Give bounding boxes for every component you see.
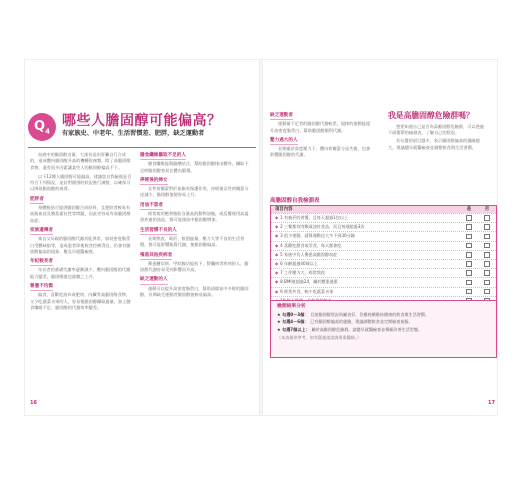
checklist-item: [271, 288, 460, 296]
checklist-item: [271, 269, 460, 277]
checkbox-no[interactable]: [484, 280, 490, 286]
checklist-item-text: 3 很少運動，就算運動也大多不到30分鐘: [280, 233, 355, 239]
diamond-bullet-icon: ◆: [275, 270, 279, 276]
section-heading: 用油不當者: [140, 203, 163, 210]
body-paragraph: 運動可以提升高密度脂蛋白，幫助清除血中多餘的膽固醇，長期缺乏運動者膽固醇值較易偏高。: [140, 285, 249, 298]
diamond-bullet-icon: ◆: [275, 233, 279, 239]
diamond-bullet-icon: ◆: [275, 251, 279, 257]
checkbox-yes[interactable]: [466, 261, 472, 267]
result-text: 目前膽固醇狀況尚屬良好，仍應持續維持健康的飲食與生活習慣。: [310, 312, 429, 318]
checklist-item-text: 8 BMI值超過24，屬於體重過重: [280, 279, 338, 285]
result-item: [277, 312, 490, 318]
checkbox-cell-yes: [460, 242, 478, 250]
body-paragraph: 長期處於高度壓力下，體內荷爾蒙分泌失衡，也會影響膽固醇的代謝。: [270, 146, 371, 158]
section-heading: 生活習慣不良的人: [140, 228, 177, 235]
result-item: [277, 319, 490, 325]
result-box: [270, 300, 497, 358]
checklist-item-text: 5 家族中有人罹患高膽固醇血症: [280, 251, 338, 257]
checklist-row: [271, 277, 496, 286]
body-paragraph: 年長者的基礎代謝率逐漸減少，體內膽固醇的代謝能力變差，膽固醇值也就隨之上升。: [30, 267, 131, 279]
checklist-row: [271, 259, 496, 268]
section-heading: 營養不均衡: [30, 284, 53, 291]
checklist-row: [271, 222, 496, 231]
risk-intro-para: 若勾選的項目越多，表示膽固醇偏高的風險越大，建議儘早就醫檢查並調整飲食與生活習慣。: [388, 138, 480, 150]
checkbox-yes[interactable]: [466, 280, 472, 286]
checkbox-cell-yes: [460, 214, 478, 222]
header-no: 否: [484, 207, 490, 212]
checkbox-yes[interactable]: [466, 270, 472, 276]
section-heading: 家族遺傳者: [30, 228, 53, 235]
checkbox-cell-no: [478, 251, 496, 259]
section-heading: 停經後的婦女: [140, 178, 168, 185]
checkbox-yes[interactable]: [466, 252, 472, 258]
checkbox-cell-yes: [460, 260, 478, 268]
checkbox-cell-no: [478, 288, 496, 296]
left-column-1: [30, 152, 134, 314]
checklist-item: [271, 260, 460, 268]
result-note: （本表僅供參考，如有疑慮請諮詢專業醫師。）: [277, 334, 361, 340]
checkbox-no[interactable]: [484, 289, 490, 295]
checklist-item: [271, 232, 460, 240]
checkbox-cell-yes: [460, 223, 478, 231]
diamond-bullet-icon: ◆: [275, 260, 279, 266]
diamond-bullet-icon: ◆: [275, 242, 279, 248]
checkbox-cell-no: [478, 269, 496, 277]
checkbox-yes[interactable]: [466, 243, 472, 249]
checkbox-cell-no: [478, 223, 496, 231]
result-label: ★ 勾選7個以上：: [277, 326, 310, 332]
left-column-2: [140, 152, 252, 301]
checklist-item-text: 2 三餐都有肉類或油炸食品，而且每週超過3次: [280, 224, 365, 230]
page-number-left: 16: [30, 400, 37, 406]
result-title: 檢測結果分析: [277, 304, 306, 309]
checklist-item: [271, 214, 460, 222]
checkbox-no[interactable]: [484, 243, 490, 249]
section-heading: 膳食纖維攝取不足的人: [140, 153, 186, 160]
checklist-item: [271, 278, 460, 286]
checkbox-cell-no: [478, 232, 496, 240]
page-gutter: [259, 60, 263, 415]
checklist-row: [271, 213, 496, 222]
checklist-item: [271, 242, 460, 250]
title-divider: [28, 147, 256, 148]
diamond-bullet-icon: ◆: [275, 215, 279, 220]
section-heading: 缺乏運動的人: [140, 277, 168, 284]
result-text: 屬於高膽固醇危險群，請儘早就醫檢查並積極改善生活型態。: [311, 326, 423, 332]
section-heading: 罹患其他疾病者: [140, 253, 172, 260]
checkbox-cell-no: [478, 214, 496, 222]
body-paragraph: 來自父母親的膽固醇代謝功能異常，如低密度脂蛋白受體缺陷等，造成患者即使飲食控制得宜，仍會有膽固醇偏高的現象，應及早就醫檢查。: [30, 236, 131, 254]
risk-intro-para: 想要知道自己是否為高膽固醇危險群，可以透過下面簡單的檢測表，了解自己的狀況。: [388, 124, 484, 136]
body-paragraph: 經常使用飽和脂肪含量高的動物油脂，或反覆使用高溫油炸過的油品，都可能使血中膽固醇增加。: [140, 211, 249, 223]
checklist-title: 高膽固醇自我檢測表: [270, 198, 320, 204]
checkbox-cell-yes: [460, 288, 478, 296]
section-heading: 缺乏運動者: [270, 113, 293, 120]
result-label: ★ 勾選0～3個：: [277, 312, 309, 318]
body-paragraph: 運動量不足者的膽固醇代謝較差，規律的運動能提升高密度脂蛋白，幫助膽固醇順利代謝。: [270, 121, 371, 133]
body-paragraph: 偏食、喜歡吃油炸或肥肉、內臟等高膽固醇食物，又少吃蔬菜水果的人，容易使膽固醇攝取過量，加上膳食纖維不足，膽固醇的代謝效率變差。: [30, 292, 131, 310]
section-heading: 肥胖者: [30, 197, 44, 204]
checklist-item-text: 1 有抽菸的習慣，且每天超過1包以上: [280, 215, 349, 220]
checkbox-yes[interactable]: [466, 289, 472, 295]
checklist-item-text: 7 工作壓力大，經常熬夜: [280, 270, 325, 276]
body-paragraph: 罹患糖尿病、甲狀腺功能低下、腎臟病等疾病的人，膽固醇代謝容易受到影響而升高。: [140, 260, 249, 273]
body-paragraph: 以下12種人膽固醇可能偏高，建議您自我檢視是否符合下列情況，並針對個別的狀況進行調整，以確保可以降低膽固醇的威脅。: [30, 173, 132, 192]
diamond-bullet-icon: ◆: [275, 288, 279, 294]
checkbox-no[interactable]: [484, 234, 490, 240]
checklist-row: [271, 287, 496, 296]
checklist-row: [271, 241, 496, 250]
page-subtitle: 有家族史、中老年、生活習慣差、肥胖，缺乏運動者: [62, 130, 205, 137]
checkbox-cell-yes: [460, 251, 478, 259]
checkbox-cell-no: [478, 242, 496, 250]
header-item: 項目內容: [275, 207, 293, 212]
checkbox-cell-yes: [460, 278, 478, 286]
header-yes: 是: [466, 207, 472, 212]
risk-heading: 我是高膽固醇危險群嗎？: [388, 111, 474, 120]
checkbox-no[interactable]: [484, 215, 490, 221]
checklist-item-text: 4 喜歡吃甜食或零食，每天都會吃: [280, 242, 342, 248]
body-paragraph: 膳食纖維能與膽酸結合，幫助膽固醇排出體外，攝取不足時膽固醇容易在體內累積。: [140, 161, 249, 173]
diamond-bullet-icon: ◆: [275, 279, 279, 285]
page-number-right: 17: [488, 400, 495, 406]
body-paragraph: 血液中的膽固醇含量，大部份是由肝臟自行合成的，造成體內膽固醇升高的機轉很複雜，除了高膽固醇食物，還有很多因素讓某些人的膽固醇偏高不下。: [30, 152, 131, 170]
body-paragraph: 長期熬夜、吸菸、飲酒過量、壓力大等不良的生活習慣，都可能影響脂質代謝，使膽固醇偏高。: [140, 235, 245, 248]
result-text: 已有膽固醇偏高的風險，建議調整飲食並定期檢查血脂。: [310, 319, 413, 325]
checklist-row: [271, 250, 496, 259]
question-badge: $Q_4$: [28, 113, 56, 141]
checkbox-cell-no: [478, 278, 496, 286]
section-heading: 年紀較長者: [30, 259, 53, 266]
diamond-bullet-icon: ◆: [275, 224, 279, 230]
checkbox-no[interactable]: [484, 261, 490, 267]
checklist-header: [271, 206, 496, 213]
checkbox-yes[interactable]: [466, 234, 472, 240]
checkbox-no[interactable]: [484, 224, 490, 230]
checklist-row: [271, 268, 496, 277]
section-heading: 壓力過大的人: [270, 138, 298, 145]
checkbox-cell-yes: [460, 269, 478, 277]
right-column-1: [270, 112, 374, 162]
checklist-row: [271, 231, 496, 240]
page-title: 哪些人膽固醇可能偏高？: [62, 113, 222, 129]
checklist-item-text: 9 經常外食，較少吃蔬菜水果: [280, 288, 334, 294]
checklist-table: [270, 205, 497, 306]
checkbox-cell-yes: [460, 232, 478, 240]
checkbox-cell-no: [478, 260, 496, 268]
result-label: ★ 勾選4～6個：: [277, 319, 309, 325]
checkbox-no[interactable]: [484, 270, 490, 276]
body-paragraph: 身體脂肪可提供膽固醇合成原料，且肥胖者較易有高脂血症及胰島素抗性等問題，因此更容易有高膽固醇血症。: [30, 205, 131, 223]
body-paragraph: 女性荷爾蒙對於血脂有保護作用，停經後女性荷爾蒙分泌減少，膽固醇值便容易上升。: [140, 186, 249, 198]
checklist-item: [271, 251, 460, 259]
risk-intro: [388, 124, 488, 153]
checkbox-yes[interactable]: [466, 224, 472, 230]
checklist-item-text: 6 年齡超過40歲以上: [280, 260, 318, 266]
checkbox-yes[interactable]: [466, 215, 472, 221]
checklist-item: [271, 223, 460, 231]
checkbox-no[interactable]: [484, 252, 490, 258]
result-item: [277, 327, 490, 333]
